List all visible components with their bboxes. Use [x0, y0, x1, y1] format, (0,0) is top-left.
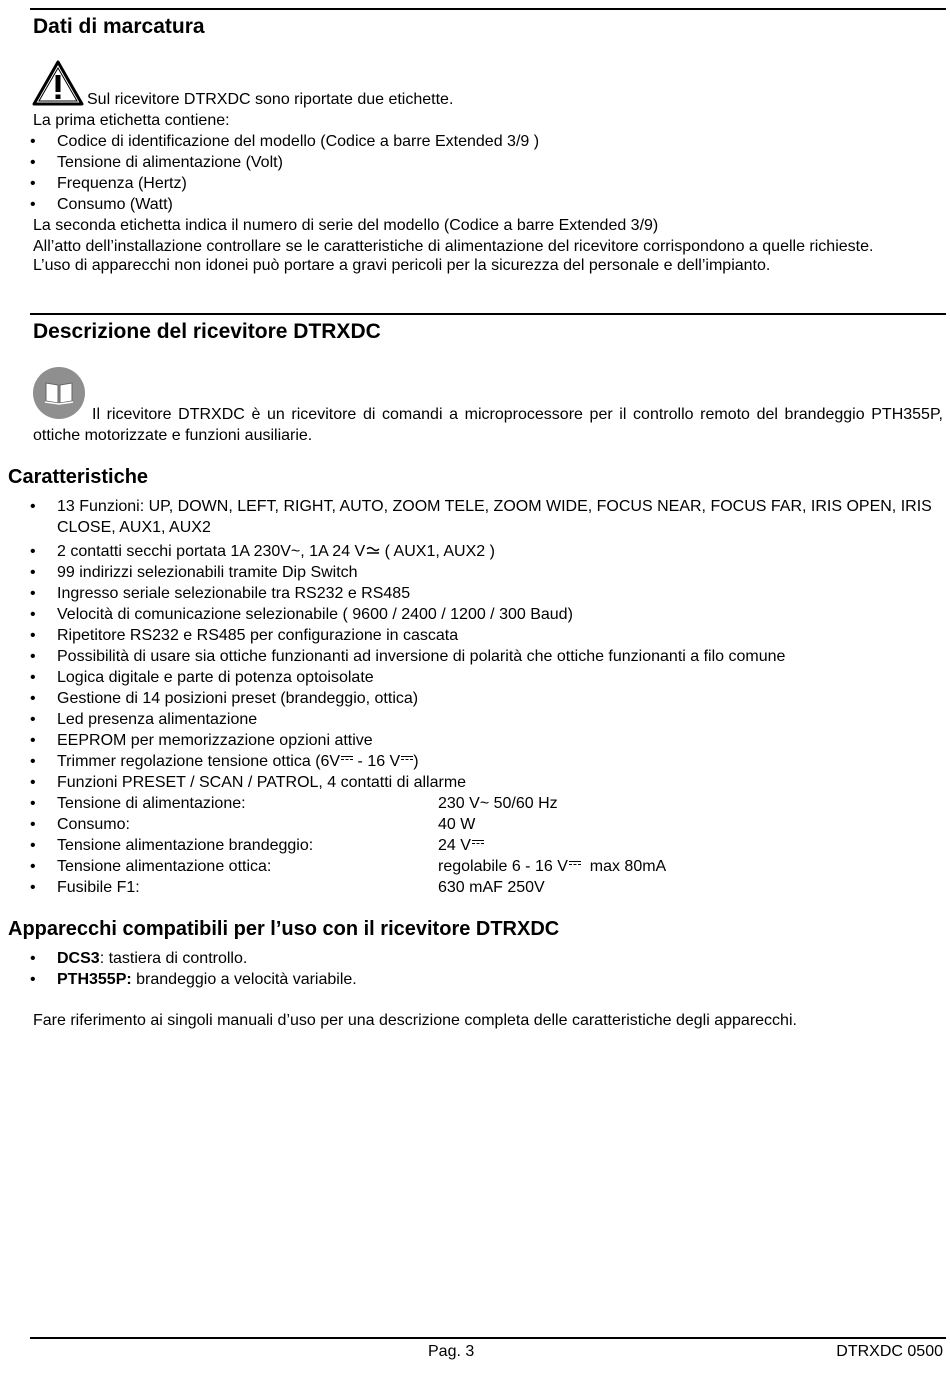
compatibili-note: Fare riferimento ai singoli manuali d’uso per una descrizione completa delle caratteristiche degli apparecchi. — [33, 1012, 797, 1029]
section-title-descrizione: Descrizione del ricevitore DTRXDC — [33, 320, 381, 343]
spec-value-group — [438, 835, 484, 856]
marcatura-intro: Sul ricevitore DTRXDC sono riportate due etichette. — [87, 91, 454, 108]
compatibili-list — [30, 948, 946, 990]
first-label-list — [30, 131, 946, 215]
install-note: All’atto dell’installazione controllare se le caratteristiche di alimentazione del ricevitore corrispondono a quelle richieste. — [33, 238, 874, 255]
list-item: • Funzioni PRESET / SCAN / PATROL, 4 contatti di allarme — [30, 772, 946, 793]
device-name: PTH355P: — [57, 971, 132, 988]
list-item: • Tensione di alimentazione (Volt) — [30, 152, 946, 173]
list-item — [30, 948, 946, 969]
contacts-text: 2 contatti secchi portata 1A 230V~, 1A 24 V — [57, 543, 366, 560]
spec-value: 630 mAF 250V — [438, 879, 545, 896]
dc-symbol-icon — [569, 861, 581, 867]
spec-value: regolabile 6 - 16 V — [438, 858, 568, 875]
dc-symbol-icon — [341, 756, 353, 762]
list-item — [30, 969, 946, 990]
spec-row — [30, 856, 946, 877]
top-rule — [30, 8, 946, 10]
first-label-heading: La prima etichetta contiene: — [33, 112, 230, 129]
document-code: DTRXDC 0500 — [836, 1343, 943, 1360]
dc-symbol-icon — [401, 756, 413, 762]
spec-label: Tensione alimentazione brandeggio: — [57, 837, 314, 854]
spec-row — [30, 835, 946, 856]
list-item-trimmer — [30, 751, 946, 772]
danger-note: L’uso di apparecchi non idonei può portare a gravi pericoli per la sicurezza del personale e dell’impianto. — [33, 257, 771, 274]
descrizione-text: Il ricevitore DTRXDC è un ricevitore di comandi a microprocessore per il controllo remoto del brandeggio PTH355P, ottiche motorizzate e funzioni ausiliarie. — [33, 406, 943, 444]
section-title-marcatura: Dati di marcatura — [33, 15, 205, 38]
spec-value: 230 V~ 50/60 Hz — [438, 795, 558, 812]
list-item: • 13 Funzioni: UP, DOWN, LEFT, RIGHT, AUTO, ZOOM TELE, ZOOM WIDE, FOCUS NEAR, FOCUS FAR, IRIS OPEN, IRIS CLOSE, AUX1, AUX2 — [30, 496, 946, 538]
page-number: Pag. 3 — [428, 1343, 475, 1360]
list-item-contacts — [30, 541, 946, 562]
list-item: • Consumo (Watt) — [30, 194, 946, 215]
list-item: • Ripetitore RS232 e RS485 per configurazione in cascata — [30, 625, 946, 646]
spec-label: Tensione alimentazione ottica: — [57, 858, 272, 875]
list-item: • Velocità di comunicazione selezionabile ( 9600 / 2400 / 1200 / 300 Baud) — [30, 604, 946, 625]
section-title-compatibili: Apparecchi compatibili per l’uso con il ricevitore DTRXDC — [8, 918, 560, 940]
spec-value-max: max 80mA — [580, 858, 667, 875]
device-name: DCS3 — [57, 950, 100, 967]
list-item: • EEPROM per memorizzazione opzioni attive — [30, 730, 946, 751]
warning-triangle-icon — [32, 60, 84, 106]
device-desc: : tastiera di controllo. — [99, 950, 248, 967]
trimmer-text: Trimmer regolazione tensione ottica (6V — [57, 753, 341, 770]
trimmer-text-end: ) — [413, 753, 419, 770]
section-rule — [30, 313, 946, 315]
spec-label: Tensione di alimentazione: — [57, 795, 246, 812]
list-item: • Gestione di 14 posizioni preset (brandeggio, ottica) — [30, 688, 946, 709]
list-item: • Codice di identificazione del modello (Codice a barre Extended 3/9 ) — [30, 131, 946, 152]
spec-label: Fusibile F1: — [57, 879, 140, 896]
section-title-caratteristiche: Caratteristiche — [8, 466, 149, 488]
contacts-aux-text: ( AUX1, AUX2 ) — [380, 543, 495, 560]
dc-symbol-icon — [472, 840, 484, 846]
list-item: • Logica digitale e parte di potenza optoisolate — [30, 667, 946, 688]
footer-rule — [30, 1337, 946, 1339]
list-item: • 99 indirizzi selezionabili tramite Dip Switch — [30, 562, 946, 583]
list-item: • Possibilità di usare sia ottiche funzionanti ad inversione di polarità che ottiche funzionanti a filo comune — [30, 646, 946, 667]
spec-value: 40 W — [438, 816, 476, 833]
list-item: • Led presenza alimentazione — [30, 709, 946, 730]
device-desc: brandeggio a velocità variabile. — [131, 971, 357, 988]
spec-value-group — [438, 856, 666, 877]
spec-label: Consumo: — [57, 816, 130, 833]
spec-row — [30, 793, 946, 814]
caratteristiche-list — [30, 496, 946, 898]
second-label-text: La seconda etichetta indica il numero di serie del modello (Codice a barre Extended 3/9) — [33, 217, 659, 234]
list-item: • Ingresso seriale selezionabile tra RS232 e RS485 — [30, 583, 946, 604]
spec-row — [30, 877, 946, 898]
spec-value: 24 V — [438, 837, 471, 854]
trimmer-text-max: - 16 V — [353, 753, 401, 770]
spec-row — [30, 814, 946, 835]
ac-dc-symbol-icon — [366, 546, 380, 554]
list-item: • Frequenza (Hertz) — [30, 173, 946, 194]
